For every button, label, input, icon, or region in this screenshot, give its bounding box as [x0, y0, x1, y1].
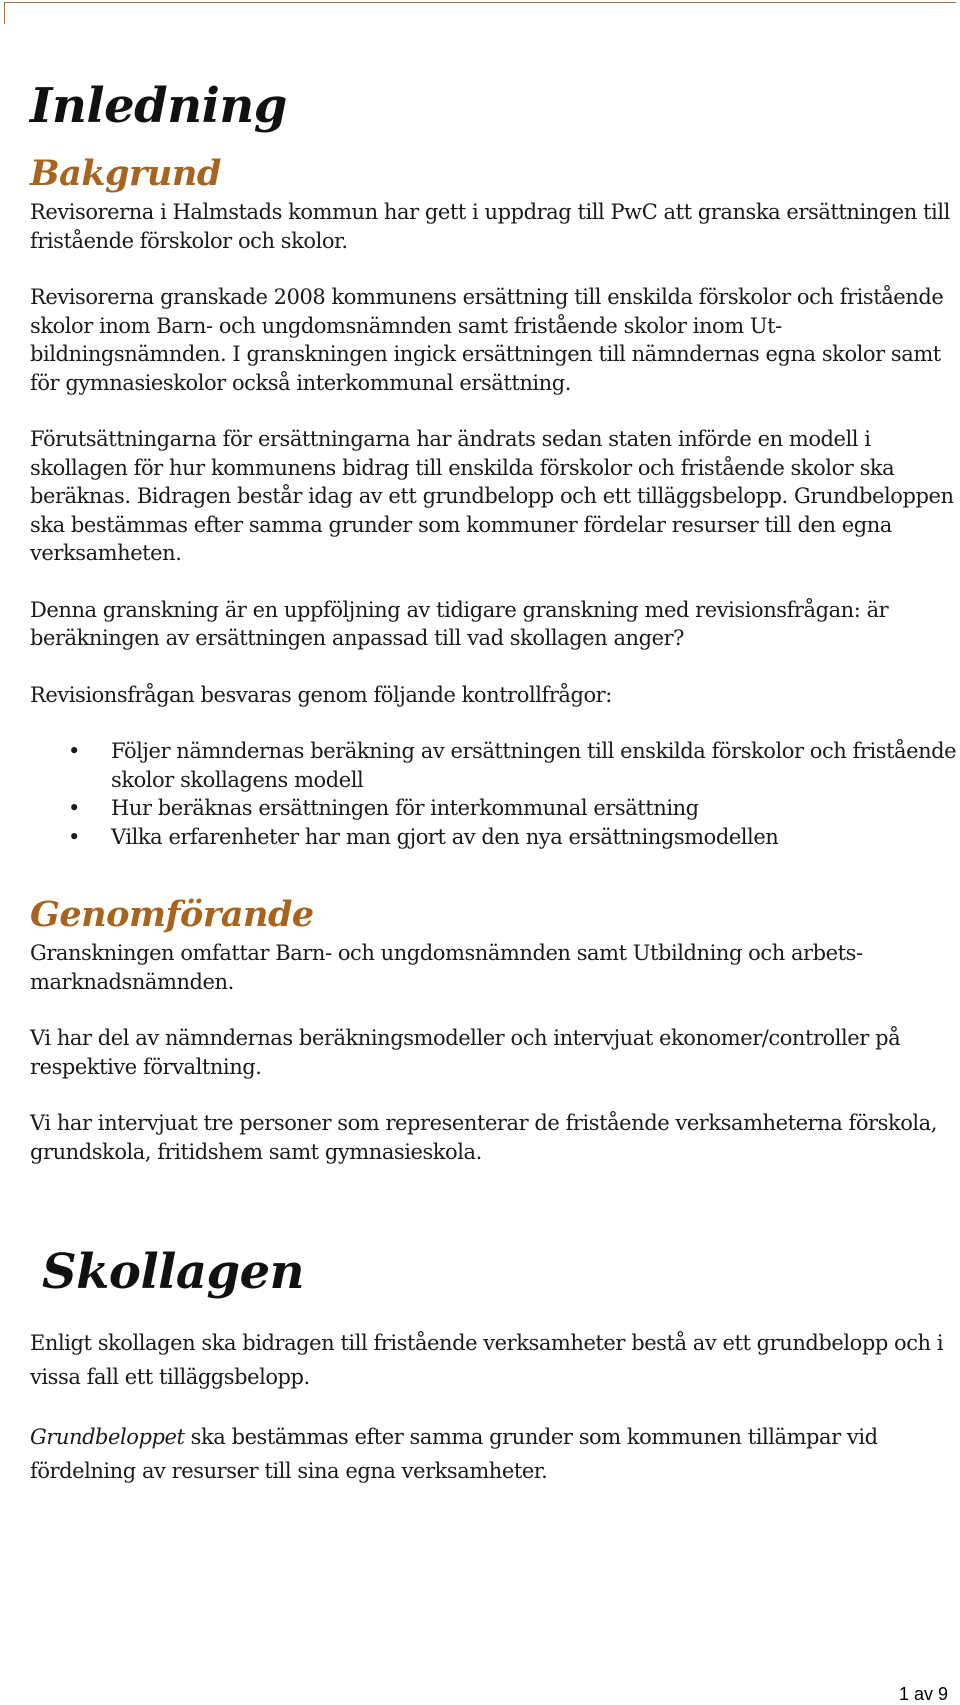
list-item: • Följer nämndernas beräkning av ersättningen till enskilda förskolor och fristående skolor skollagens modell: [30, 737, 960, 794]
header-rule: [4, 2, 956, 3]
paragraph: Denna granskning är en uppföljning av tidigare granskning med revisionsfrågan: är beräkningen av ersättningen anpassad till vad skollagen anger?: [30, 597, 889, 650]
control-questions-list: [30, 737, 960, 851]
paragraph: Granskningen omfattar Barn- och ungdomsnämnden samt Utbildning och arbetsmarknadsnämnden.: [30, 941, 864, 994]
page-number: 1 av 9: [898, 1684, 948, 1704]
emphasis-grundbeloppet: Grundbeloppet: [30, 1425, 185, 1449]
paragraph: Enligt skollagen ska bidragen till fristående verksamheter bestå av ett grundbelopp och i vissa fall ett tilläggsbelopp.: [30, 1331, 944, 1389]
paragraph: Vi har del av nämndernas beräkningsmodeller och intervjuat ekonomer/controller på respektive förvaltning.: [30, 1026, 901, 1079]
paragraph: Förutsättningarna för ersättningarna har ändrats sedan staten införde en modell i skollagen för hur kommunens bidrag till enskilda förskolor och fristående skolor ska beräknas. Bidragen består idag av ett grundbelopp och ett tilläggsbelopp. Grundbeloppen ska bestämmas efter samma grunder som kommuner fördelar resurser till den egna verksamheten.: [30, 427, 954, 565]
heading-genomforande: Genomförande: [30, 894, 314, 935]
heading-bakgrund: Bakgrund: [30, 153, 221, 194]
section-title-skollagen: Skollagen: [42, 1244, 305, 1300]
paragraph: Revisorerna granskade 2008 kommunens ersättning till enskilda förskolor och fristående skolor inom Barn- och ungdomsnämnden samt fristående skolor inom Utbildningsnämnden. I granskningen ingick ersättningen till nämndernas egna skolor samt för gymnasieskolor också interkommunal ersättning.: [30, 285, 944, 395]
header-rule-tick: [4, 2, 5, 24]
list-item: • Vilka erfarenheter har man gjort av den nya ersättningsmodellen: [30, 823, 960, 852]
paragraph: Revisionsfrågan besvaras genom följande kontrollfrågor:: [30, 682, 612, 707]
paragraph: [30, 1420, 960, 1488]
page-content: [30, 78, 960, 1488]
list-item: • Hur beräknas ersättningen för interkommunal ersättning: [30, 794, 960, 823]
paragraph-rest: ska bestämmas efter samma grunder som kommunen tillämpar vid fördelning av resurser till sina egna verksamheter.: [30, 1425, 878, 1483]
section-title-inledning: Inledning: [30, 78, 287, 134]
paragraph: Vi har intervjuat tre personer som representerar de fristående verksamheterna förskola, grundskola, fritidshem samt gymnasieskola.: [30, 1111, 937, 1164]
paragraph: Revisorerna i Halmstads kommun har gett i uppdrag till PwC att granska ersättningen till fristående förskolor och skolor.: [30, 200, 950, 253]
